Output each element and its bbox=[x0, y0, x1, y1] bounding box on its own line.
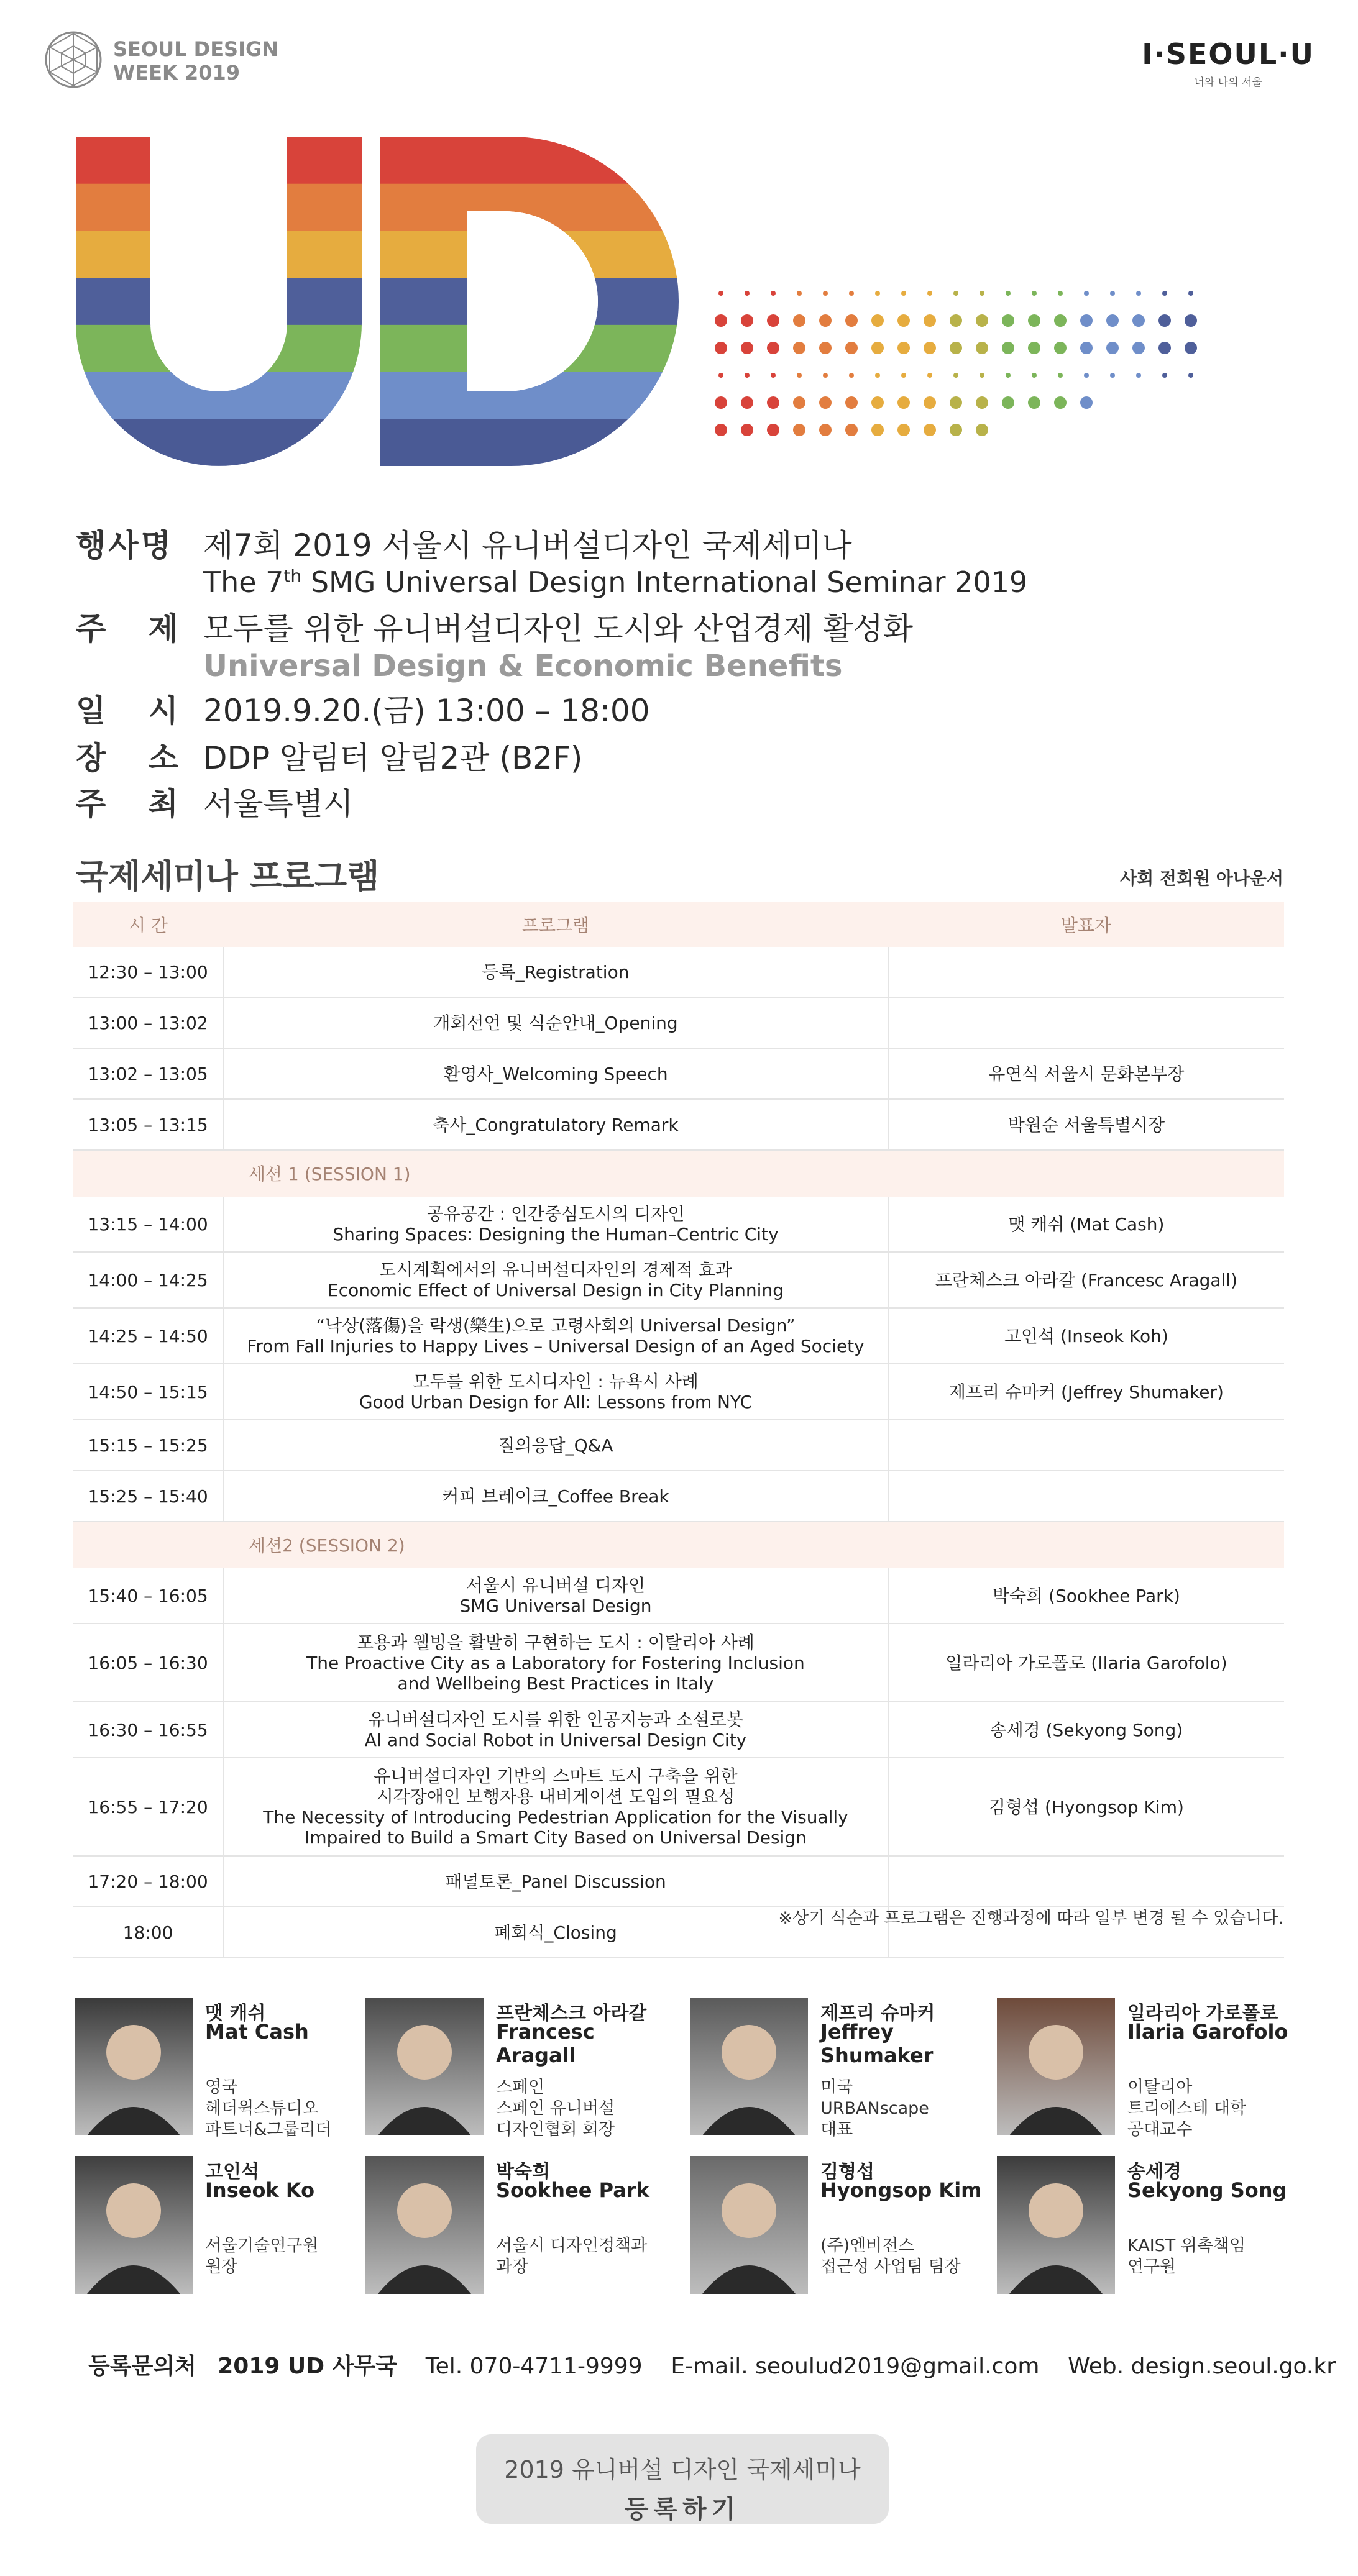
program-item: 모두를 위한 도시디자인 : 뉴욕시 사례 Good Urban Design for All: Lessons from NYC bbox=[223, 1364, 888, 1420]
decorative-dot bbox=[980, 291, 984, 296]
seoul-design-week-logo-icon bbox=[44, 30, 103, 92]
decorative-dot bbox=[1006, 291, 1011, 296]
decorative-dot bbox=[1028, 314, 1040, 327]
decorative-dot bbox=[767, 424, 779, 436]
decorative-dot bbox=[845, 424, 858, 436]
decorative-dot bbox=[950, 342, 962, 354]
decorative-dot bbox=[901, 291, 906, 296]
speaker-name-kr: 김형섭 bbox=[820, 2161, 874, 2183]
dot-pattern-graphic bbox=[715, 287, 1200, 464]
speaker-photo bbox=[365, 1998, 484, 2135]
decorative-dot bbox=[1032, 373, 1037, 378]
program-item: 질의응답_Q&A bbox=[223, 1420, 888, 1471]
program-item: 축사_Congratulatory Remark bbox=[223, 1099, 888, 1150]
program-speaker: 송세경 (Sekyong Song) bbox=[888, 1702, 1284, 1758]
program-item: 커피 브레이크_Coffee Break bbox=[223, 1471, 888, 1522]
contact-web[interactable]: Web. design.seoul.go.kr bbox=[1068, 2354, 1336, 2379]
col-program: 프로그램 bbox=[223, 902, 888, 947]
decorative-dot bbox=[871, 314, 884, 327]
decorative-dot bbox=[1136, 291, 1141, 296]
rainbow-stripe bbox=[76, 184, 685, 232]
decorative-dot bbox=[1084, 291, 1089, 296]
decorative-dot bbox=[1002, 314, 1014, 327]
decorative-dot bbox=[1136, 373, 1141, 378]
program-row bbox=[73, 1758, 1284, 1856]
decorative-dot bbox=[1132, 314, 1145, 327]
program-speaker: 제프리 슈마커 (Jeffrey Shumaker) bbox=[888, 1364, 1284, 1420]
decorative-dot bbox=[819, 396, 832, 409]
event-title-en: The 7th SMG Universal Design International Seminar 2019 bbox=[203, 565, 1028, 599]
program-time: 13:15 – 14:00 bbox=[73, 1197, 223, 1252]
program-time: 18:00 bbox=[73, 1907, 223, 1958]
decorative-dot bbox=[927, 291, 932, 296]
decorative-dot bbox=[1188, 373, 1193, 378]
announcer: 사회 전회원 아나운서 bbox=[1120, 868, 1283, 888]
decorative-dot bbox=[793, 314, 805, 327]
program-speaker: 프란체스크 아라갈 (Francesc Aragall) bbox=[888, 1252, 1284, 1308]
decorative-dot bbox=[823, 291, 828, 296]
program-time: 15:15 – 15:25 bbox=[73, 1420, 223, 1471]
register-button-line1: 2019 유니버설 디자인 국제세미나 bbox=[504, 2456, 861, 2483]
decorative-dot bbox=[950, 314, 962, 327]
theme-label: 주 제 bbox=[76, 611, 181, 647]
decorative-dot bbox=[1162, 373, 1167, 378]
decorative-dot bbox=[745, 291, 750, 296]
decorative-dot bbox=[1080, 342, 1093, 354]
decorative-dot bbox=[745, 373, 750, 378]
speaker-card bbox=[365, 1998, 664, 2140]
speaker-name-en: Inseok Ko bbox=[205, 2178, 315, 2202]
decorative-dot bbox=[767, 342, 779, 354]
program-speaker: 박숙희 (Sookhee Park) bbox=[888, 1568, 1284, 1624]
decorative-dot bbox=[1054, 314, 1067, 327]
city-logo-subtext: 너와 나의 서울 bbox=[1194, 76, 1262, 89]
decorative-dot bbox=[924, 396, 936, 409]
program-time: 13:00 – 13:02 bbox=[73, 997, 223, 1048]
speaker-photo bbox=[365, 2156, 484, 2294]
session-label: 세션2 (SESSION 2) bbox=[73, 1522, 1284, 1568]
speaker-name-kr: 송세경 bbox=[1127, 2161, 1181, 2183]
program-row bbox=[73, 1099, 1284, 1150]
speaker-photo bbox=[75, 1998, 193, 2135]
speaker-affiliation: 이탈리아 트리에스테 대학 공대교수 bbox=[1127, 2078, 1247, 2139]
contact-email[interactable]: E-mail. seoulud2019@gmail.com bbox=[671, 2354, 1040, 2379]
decorative-dot bbox=[823, 373, 828, 378]
decorative-dot bbox=[1080, 314, 1093, 327]
decorative-dot bbox=[1106, 342, 1119, 354]
speaker-affiliation: (주)엔비전스 접근성 사업팀 팀장 bbox=[820, 2236, 961, 2277]
speaker-photo bbox=[997, 2156, 1115, 2294]
program-speaker bbox=[888, 1856, 1284, 1907]
decorative-dot bbox=[950, 396, 962, 409]
speaker-card bbox=[75, 1998, 373, 2140]
contact-tel: Tel. 070-4711-9999 bbox=[425, 2354, 643, 2379]
decorative-dot bbox=[1132, 342, 1145, 354]
program-time: 13:02 – 13:05 bbox=[73, 1048, 223, 1099]
theme-en: Universal Design & Economic Benefits bbox=[203, 649, 843, 683]
decorative-dot bbox=[976, 424, 988, 436]
program-item: “낙상(落傷)을 락생(樂生)으로 고령사회의 Universal Design” From Fall Injuries to Happy Lives – Universal Design of an Aged Society bbox=[223, 1308, 888, 1364]
speaker-photo bbox=[75, 2156, 193, 2294]
rainbow-stripe bbox=[76, 419, 685, 466]
decorative-dot bbox=[767, 314, 779, 327]
program-row bbox=[73, 1568, 1284, 1624]
decorative-dot bbox=[793, 396, 805, 409]
decorative-dot bbox=[1028, 342, 1040, 354]
program-speaker: 박원순 서울특별시장 bbox=[888, 1099, 1284, 1150]
register-button-line2: 등록하기 bbox=[624, 2495, 741, 2524]
speaker-name-en: Sookhee Park bbox=[496, 2178, 649, 2202]
speaker-affiliation: 스페인 스페인 유니버설 디자인협회 회장 bbox=[496, 2078, 615, 2139]
decorative-dot bbox=[819, 424, 832, 436]
program-time: 14:25 – 14:50 bbox=[73, 1308, 223, 1364]
contact-info bbox=[88, 2349, 1336, 2380]
contact-label: 등록문의처 bbox=[88, 2354, 196, 2379]
program-speaker bbox=[888, 1471, 1284, 1522]
decorative-dot bbox=[767, 396, 779, 409]
host-label: 주 최 bbox=[76, 786, 181, 822]
decorative-dot bbox=[871, 424, 884, 436]
decorative-dot bbox=[793, 424, 805, 436]
decorative-dot bbox=[741, 314, 753, 327]
iseoulu-logo bbox=[1142, 37, 1314, 89]
program-time: 14:00 – 14:25 bbox=[73, 1252, 223, 1308]
speaker-name-kr: 일라리아 가로폴로 bbox=[1127, 2003, 1278, 2024]
decorative-dot bbox=[1006, 373, 1011, 378]
speaker-name-kr: 고인석 bbox=[205, 2161, 259, 2183]
decorative-dot bbox=[871, 342, 884, 354]
decorative-dot bbox=[1185, 314, 1197, 327]
program-speaker bbox=[888, 1420, 1284, 1471]
decorative-dot bbox=[771, 373, 776, 378]
speaker-photo bbox=[690, 1998, 808, 2135]
program-time: 16:05 – 16:30 bbox=[73, 1624, 223, 1702]
date-row bbox=[76, 686, 650, 731]
decorative-dot bbox=[1110, 373, 1115, 378]
decorative-dot bbox=[1185, 342, 1197, 354]
speaker-name-kr: 제프리 슈마커 bbox=[820, 2003, 935, 2024]
event-title-kr: 제7회 2019 서울시 유니버설디자인 국제세미나 bbox=[203, 528, 852, 564]
ud-rainbow-graphic bbox=[76, 137, 685, 468]
program-speaker: 고인석 (Inseok Koh) bbox=[888, 1308, 1284, 1364]
decorative-dot bbox=[849, 373, 854, 378]
program-item: 서울시 유니버설 디자인 SMG Universal Design bbox=[223, 1568, 888, 1624]
event-logo-line2: WEEK 2019 bbox=[113, 61, 241, 84]
decorative-dot bbox=[897, 396, 910, 409]
decorative-dot bbox=[1158, 342, 1171, 354]
decorative-dot bbox=[1002, 342, 1014, 354]
program-time: 17:20 – 18:00 bbox=[73, 1856, 223, 1907]
program-item: 공유공간 : 인간중심도시의 디자인 Sharing Spaces: Designing the Human–Centric City bbox=[223, 1197, 888, 1252]
speaker-card bbox=[75, 2156, 373, 2299]
host-value: 서울특별시 bbox=[203, 786, 354, 822]
decorative-dot bbox=[871, 396, 884, 409]
speaker-name-en: Mat Cash bbox=[205, 2020, 309, 2044]
decorative-dot bbox=[1054, 342, 1067, 354]
host-row bbox=[76, 779, 354, 824]
rainbow-stripe bbox=[76, 372, 685, 420]
speaker-affiliation: 서울기술연구원 원장 bbox=[205, 2236, 319, 2277]
theme-row bbox=[76, 604, 913, 683]
decorative-dot bbox=[845, 314, 858, 327]
decorative-dot bbox=[1110, 291, 1115, 296]
decorative-dot bbox=[1032, 291, 1037, 296]
decorative-dot bbox=[845, 342, 858, 354]
rainbow-stripe bbox=[76, 231, 685, 278]
speaker-name-kr: 프란체스크 아라갈 bbox=[496, 2003, 647, 2024]
col-speaker: 발표자 bbox=[888, 902, 1284, 947]
decorative-dot bbox=[771, 291, 776, 296]
speaker-photo bbox=[690, 2156, 808, 2294]
program-title: 국제세미나 프로그램 bbox=[76, 857, 380, 896]
decorative-dot bbox=[1106, 314, 1119, 327]
decorative-dot bbox=[1058, 373, 1063, 378]
decorative-dot bbox=[1058, 291, 1063, 296]
program-row bbox=[73, 1471, 1284, 1522]
program-item: 폐회식_Closing bbox=[223, 1907, 888, 1958]
venue-label: 장 소 bbox=[76, 740, 181, 776]
speaker-name-kr: 맷 캐쉬 bbox=[205, 2003, 266, 2024]
program-time: 12:30 – 13:00 bbox=[73, 947, 223, 997]
program-row bbox=[73, 947, 1284, 997]
theme-kr: 모두를 위한 유니버설디자인 도시와 산업경제 활성화 bbox=[203, 611, 914, 647]
contact-office: 2019 UD 사무국 bbox=[218, 2354, 397, 2379]
decorative-dot bbox=[797, 373, 802, 378]
decorative-dot bbox=[897, 314, 910, 327]
decorative-dot bbox=[1054, 396, 1067, 409]
venue-value: DDP 알림터 알림2관 (B2F) bbox=[203, 740, 583, 776]
decorative-dot bbox=[976, 314, 988, 327]
decorative-dot bbox=[927, 373, 932, 378]
decorative-dot bbox=[897, 424, 910, 436]
decorative-dot bbox=[741, 342, 753, 354]
program-item: 유니버설디자인 기반의 스마트 도시 구축을 위한 시각장애인 보행자용 내비게이션 도입의 필요성 The Necessity of Introducing Pedestrian Application for the Visually Impaired to Build a Smart City Based on Universal Design bbox=[223, 1758, 888, 1856]
speaker-affiliation: 영국 헤더윅스튜디오 파트너&그룹리더 bbox=[205, 2078, 332, 2139]
decorative-dot bbox=[1028, 396, 1040, 409]
decorative-dot bbox=[875, 291, 880, 296]
speaker-name-en: Hyongsop Kim bbox=[820, 2178, 982, 2202]
decorative-dot bbox=[741, 396, 753, 409]
decorative-dot bbox=[1002, 396, 1014, 409]
program-speaker bbox=[888, 947, 1284, 997]
decorative-dot bbox=[715, 342, 727, 354]
program-row bbox=[73, 1624, 1284, 1702]
decorative-dot bbox=[741, 424, 753, 436]
rainbow-stripe bbox=[76, 137, 685, 185]
decorative-dot bbox=[715, 396, 727, 409]
program-time: 15:40 – 16:05 bbox=[73, 1568, 223, 1624]
program-row bbox=[73, 997, 1284, 1048]
decorative-dot bbox=[718, 291, 723, 296]
program-speaker: 일라리아 가로폴로 (Ilaria Garofolo) bbox=[888, 1624, 1284, 1702]
program-time: 13:05 – 13:15 bbox=[73, 1099, 223, 1150]
decorative-dot bbox=[901, 373, 906, 378]
program-time: 15:25 – 15:40 bbox=[73, 1471, 223, 1522]
program-time: 14:50 – 15:15 bbox=[73, 1364, 223, 1420]
speaker-card bbox=[690, 1998, 988, 2140]
speaker-name-en: Sekyong Song bbox=[1127, 2178, 1287, 2202]
program-row bbox=[73, 1420, 1284, 1471]
session-label: 세션 1 (SESSION 1) bbox=[73, 1150, 1284, 1197]
program-row bbox=[73, 1364, 1284, 1420]
event-name-label: 행사명 bbox=[76, 528, 173, 564]
decorative-dot bbox=[819, 314, 832, 327]
decorative-dot bbox=[897, 342, 910, 354]
program-time: 16:55 – 17:20 bbox=[73, 1758, 223, 1856]
speaker-card bbox=[690, 2156, 988, 2299]
decorative-dot bbox=[715, 424, 727, 436]
speaker-affiliation: 서울시 디자인정책과 과장 bbox=[496, 2236, 648, 2277]
decorative-dot bbox=[845, 396, 858, 409]
speaker-affiliation: KAIST 위촉책임 연구원 bbox=[1127, 2236, 1246, 2277]
decorative-dot bbox=[924, 342, 936, 354]
decorative-dot bbox=[718, 373, 723, 378]
speaker-card bbox=[365, 2156, 664, 2299]
speaker-name-kr: 박숙희 bbox=[496, 2161, 550, 2183]
program-time: 16:30 – 16:55 bbox=[73, 1702, 223, 1758]
date-label: 일 시 bbox=[76, 693, 181, 729]
program-table bbox=[73, 902, 1284, 1958]
decorative-dot bbox=[950, 424, 962, 436]
program-table-header bbox=[73, 902, 1284, 947]
city-logo-text: I·SEOUL·U bbox=[1142, 37, 1314, 71]
decorative-dot bbox=[1080, 396, 1093, 409]
decorative-dot bbox=[1188, 291, 1193, 296]
event-logo-line1: SEOUL DESIGN bbox=[113, 37, 279, 61]
program-item: 포용과 웰빙을 활발히 구현하는 도시 : 이탈리아 사례 The Proactive City as a Laboratory for Fostering Inclusion and Wellbeing Best Practices in Italy bbox=[223, 1624, 888, 1702]
date-value: 2019.9.20.(금) 13:00 – 18:00 bbox=[203, 693, 650, 729]
register-button[interactable] bbox=[476, 2434, 889, 2524]
program-row bbox=[73, 1048, 1284, 1099]
program-item: 개회선언 및 식순안내_Opening bbox=[223, 997, 888, 1048]
session-row bbox=[73, 1522, 1284, 1568]
speaker-name-en: Francesc Aragall bbox=[496, 2020, 595, 2067]
decorative-dot bbox=[797, 291, 802, 296]
decorative-dot bbox=[875, 373, 880, 378]
decorative-dot bbox=[924, 424, 936, 436]
session-row bbox=[73, 1150, 1284, 1197]
decorative-dot bbox=[1158, 314, 1171, 327]
program-row bbox=[73, 1197, 1284, 1252]
program-speaker: 맷 캐쉬 (Mat Cash) bbox=[888, 1197, 1284, 1252]
program-speaker bbox=[888, 997, 1284, 1048]
program-row bbox=[73, 1702, 1284, 1758]
speaker-card bbox=[997, 1998, 1295, 2140]
event-logo-text bbox=[113, 37, 278, 84]
speaker-affiliation: 미국 URBANscape 대표 bbox=[820, 2078, 929, 2139]
decorative-dot bbox=[980, 373, 984, 378]
decorative-dot bbox=[849, 291, 854, 296]
program-item: 등록_Registration bbox=[223, 947, 888, 997]
program-row bbox=[73, 1856, 1284, 1907]
decorative-dot bbox=[819, 342, 832, 354]
decorative-dot bbox=[953, 291, 958, 296]
program-item: 도시계획에서의 유니버설디자인의 경제적 효과 Economic Effect of Universal Design in City Planning bbox=[223, 1252, 888, 1308]
program-note: ※상기 식순과 프로그램은 진행과정에 따라 일부 변경 될 수 있습니다. bbox=[778, 1909, 1283, 1928]
speaker-card bbox=[997, 2156, 1295, 2299]
decorative-dot bbox=[1084, 373, 1089, 378]
program-item: 유니버설디자인 도시를 위한 인공지능과 소셜로봇 AI and Social Robot in Universal Design City bbox=[223, 1702, 888, 1758]
event-name-row bbox=[76, 521, 1027, 599]
col-time: 시 간 bbox=[73, 902, 223, 947]
decorative-dot bbox=[793, 342, 805, 354]
speaker-name-en: Jeffrey Shumaker bbox=[820, 2020, 934, 2067]
venue-row bbox=[76, 733, 582, 778]
program-speaker: 유연식 서울시 문화본부장 bbox=[888, 1048, 1284, 1099]
program-item: 패널토론_Panel Discussion bbox=[223, 1856, 888, 1907]
program-speaker: 김형섭 (Hyongsop Kim) bbox=[888, 1758, 1284, 1856]
program-item: 환영사_Welcoming Speech bbox=[223, 1048, 888, 1099]
speaker-name-en: Ilaria Garofolo bbox=[1127, 2020, 1288, 2044]
rainbow-stripe bbox=[76, 325, 685, 373]
program-row bbox=[73, 1308, 1284, 1364]
decorative-dot bbox=[924, 314, 936, 327]
program-row bbox=[73, 1252, 1284, 1308]
speaker-photo bbox=[997, 1998, 1115, 2135]
decorative-dot bbox=[976, 396, 988, 409]
decorative-dot bbox=[953, 373, 958, 378]
decorative-dot bbox=[1162, 291, 1167, 296]
decorative-dot bbox=[976, 342, 988, 354]
decorative-dot bbox=[715, 314, 727, 327]
